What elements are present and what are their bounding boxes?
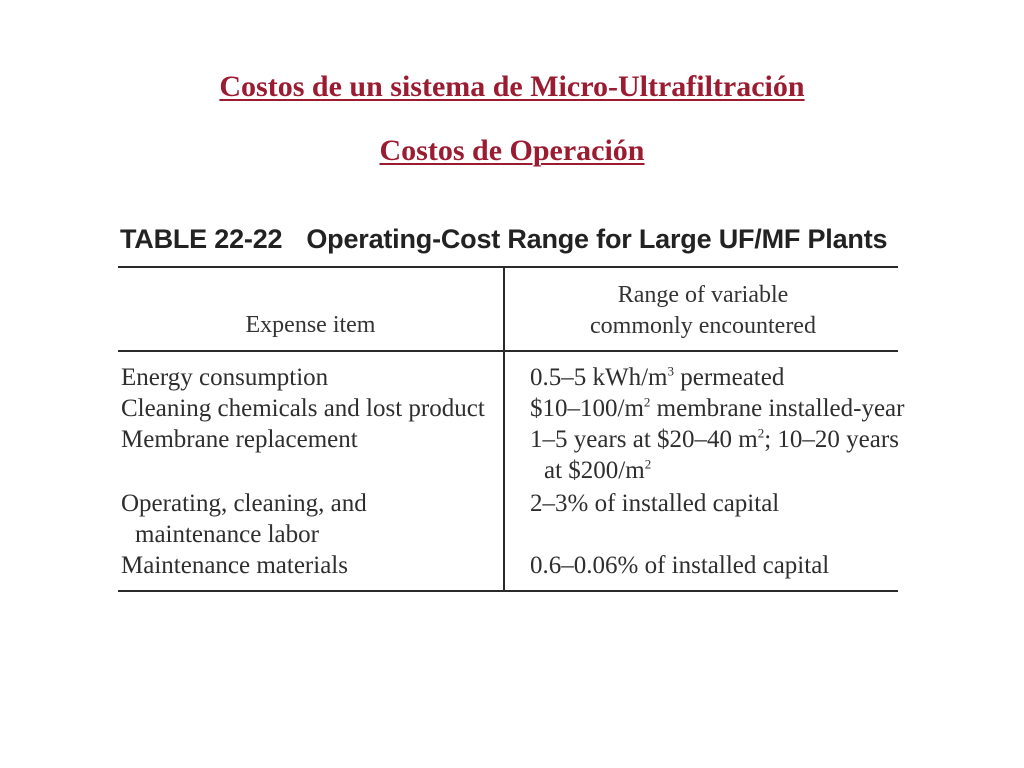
slide-title: Costos de un sistema de Micro-Ultrafiltración (219, 70, 805, 103)
table-row-range: $\$10-100/m^2$ membrane installed-year (530, 394, 905, 422)
column-header-range-line1: Range of variable (617, 282, 789, 308)
table-caption-text: Operating-Cost Range for Large UF/MF Plants (306, 224, 888, 254)
table-row-range: 2–3% of installed capital (530, 490, 780, 517)
table-bottom-rule (118, 590, 898, 592)
table-column-divider (503, 267, 505, 591)
table-row-item: Cleaning chemicals and lost product (121, 395, 485, 422)
table-header-rule (118, 350, 898, 352)
table-caption (120, 224, 887, 255)
table-row-range-continued: at $\$200/m^2$ (544, 456, 652, 484)
table-row-item: Energy consumption (121, 364, 329, 391)
table-top-rule (118, 266, 898, 268)
table-row-item: Membrane replacement (121, 426, 358, 453)
column-header-range-line2: commonly encountered (590, 313, 816, 339)
table-row-item: Maintenance materials (121, 552, 348, 579)
table-row-range: 1–5 years at $20–40 $m^2$; 10–20 years (530, 425, 899, 453)
table-row-range: 0.5–5 kWh/$m^3$ permeated (530, 363, 785, 391)
table-row-item: Operating, cleaning, and (121, 490, 367, 517)
table-caption-number: TABLE 22-22 (120, 224, 283, 254)
operating-cost-table (118, 220, 905, 600)
column-header-range (506, 280, 900, 342)
table-row-range: 0.6–0.06% of installed capital (530, 552, 830, 579)
table-row-item-continued: maintenance labor (135, 521, 319, 548)
slide-subtitle: Costos de Operación (379, 134, 645, 167)
column-header-expense-item: Expense item (245, 312, 376, 338)
